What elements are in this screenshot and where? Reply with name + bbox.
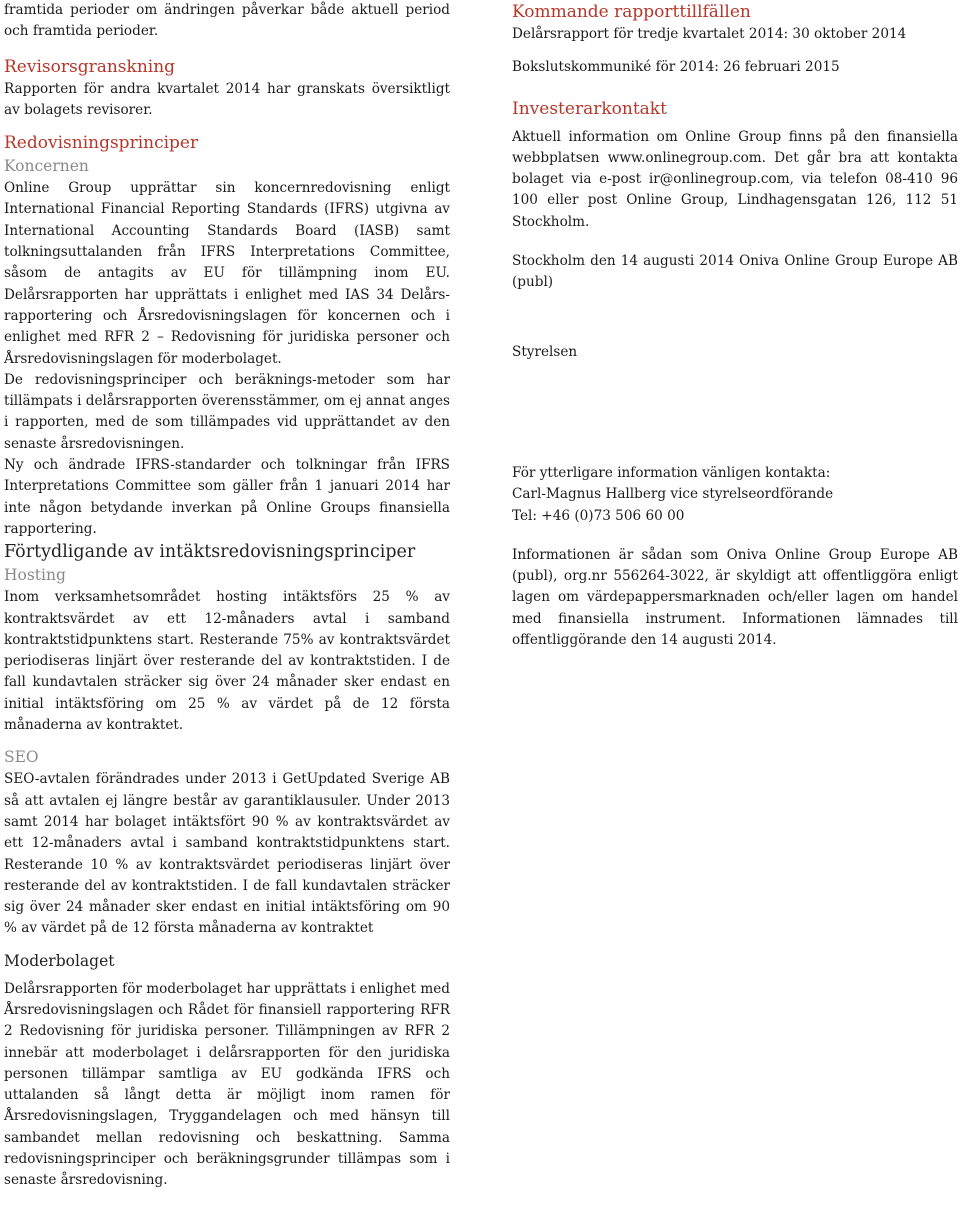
contact-phone: Tel: +46 (0)73 506 60 00 — [512, 507, 685, 524]
group-paragraph-3: Ny och ändrade IFRS-standarder och tolkningar från IFRS Interpretations Committee som gäller från 1 januari 2014 har inte någon betydande inverkan på Online Groups finansiella rapportering. — [4, 457, 450, 537]
board-signature: Styrelsen — [512, 343, 578, 360]
principles-heading: Redovisningsprinciper — [4, 133, 199, 154]
upcoming-year-end: Bokslutskommuniké för 2014: 26 februari 2015 — [512, 59, 840, 76]
contact-name: Carl-Magnus Hallberg vice styrelseordförande — [512, 486, 834, 503]
revenue-heading: Förtydligande av intäktsredovisningsprinciper — [4, 542, 416, 563]
investor-contact-heading: Investerarkontakt — [512, 98, 667, 119]
hosting-paragraph: Inom verksamhetsområdet hosting intäktsförs 25 % av kontraktsvärdet av ett 12-månaders avtal i samband kontraktstidpunktens start. Resterande 75% av kontraktsvärdet periodiseras linjärt över resterande del av kontraktstiden. I de fall kundavtalen sträcker sig över 24 månader sker endast en initial intäktsföring om 25 % av värdet på de 12 första månaderna av kontraktet. — [4, 589, 450, 734]
upcoming-heading: Kommande rapporttillfällen — [512, 2, 751, 22]
seo-heading: SEO — [4, 748, 39, 767]
group-paragraph-1: Online Group upprättar sin koncernredovisning enligt International Financial Reporting Standards (IFRS) utgivna av International Accounting Standards Board (IASB) samt tolkningsuttalanden från IFRS Interpretations Committee, såsom de antagits av EU för tillämpning inom EU. Delårsrapporten har upprättats i enlighet med IAS 34 Delårs-rapportering och Årsredovisningslagen för koncernen och i enlighet med RFR 2 – Redovisning för juridiska personer och Årsredovisningslagen för moderbolaget. — [4, 180, 450, 367]
investor-contact-paragraph: Aktuell information om Online Group finns på den finansiella webbplatsen www.onlinegroup.com. Det går bra att kontakta bolaget via e-post ir@onlinegroup.com, via telefon 08-410 96 100 eller post Online Group, Lindhagensgatan 126, 112 51 Stockholm. — [512, 128, 958, 230]
intro-paragraph: framtida perioder om ändringen påverkar både aktuell period och framtida perioder. — [4, 2, 450, 40]
contact-intro: För ytterligare information vänligen kontakta: — [512, 464, 831, 481]
group-subheading: Koncernen — [4, 157, 89, 176]
left-column — [4, 0, 450, 1192]
right-column — [512, 0, 958, 651]
parent-paragraph: Delårsrapporten för moderbolaget har upprättats i enlighet med Årsredovisningslagen och Rådet för finansiell rapportering RFR 2 Redovisning för juridiska personer. Tillämpningen av RFR 2 innebär att moderbolaget i delårsrapporten för den juridiska personen tillämpar samtliga av EU godkända IFRS och uttalanden så långt detta är möjligt inom ramen för Årsredovisningslagen, Tryggandelagen och med hänsyn till sambandet mellan redovisning och beskattning. Samma redovisningsprinciper och beräkningsgrunder tillämpas som i senaste årsredovisning. — [4, 980, 450, 1189]
upcoming-q3: Delårsrapport för tredje kvartalet 2014: 30 oktober 2014 — [512, 26, 907, 42]
place-and-date: Stockholm den 14 augusti 2014 Oniva Online Group Europe AB (publ) — [512, 253, 958, 291]
hosting-heading: Hosting — [4, 566, 66, 585]
revision-paragraph: Rapporten för andra kvartalet 2014 har granskats översiktligt av bolagets revisorer. — [4, 80, 450, 118]
disclosure-paragraph: Informationen är sådan som Oniva Online Group Europe AB (publ), org.nr 556264-3022, är skyldigt att offentliggöra enligt lagen om värdepappersmarknaden och/eller lagen om handel med finansiella instrument. Informationen lämnades till offentliggörande den 14 augusti 2014. — [512, 546, 958, 649]
revision-heading: Revisorsgranskning — [4, 56, 176, 77]
group-paragraph-2: De redovisningsprinciper och beräknings-metoder som har tillämpats i delårsrapporten överensstämmer, om ej annat anges i rapporten, med de som tillämpades vid upprättandet av den senaste årsredovisningen. — [4, 371, 450, 452]
parent-heading: Moderbolaget — [4, 951, 115, 970]
seo-paragraph: SEO-avtalen förändrades under 2013 i GetUpdated Sverige AB så att avtalen ej längre består av garantiklausuler. Under 2013 samt 2014 har bolaget intäktsfört 90 % av kontraktsvärdet av ett 12-månaders avtal i samband kontraktstidpunktens start. Resterande 10 % av kontraktsvärdet periodiseras linjärt över resterande del av kontraktstiden. I de fall kundavtalen sträcker sig över 24 månader sker endast en initial intäktsföring om 90 % av värdet på de 12 första månaderna av kontraktet — [4, 771, 450, 937]
